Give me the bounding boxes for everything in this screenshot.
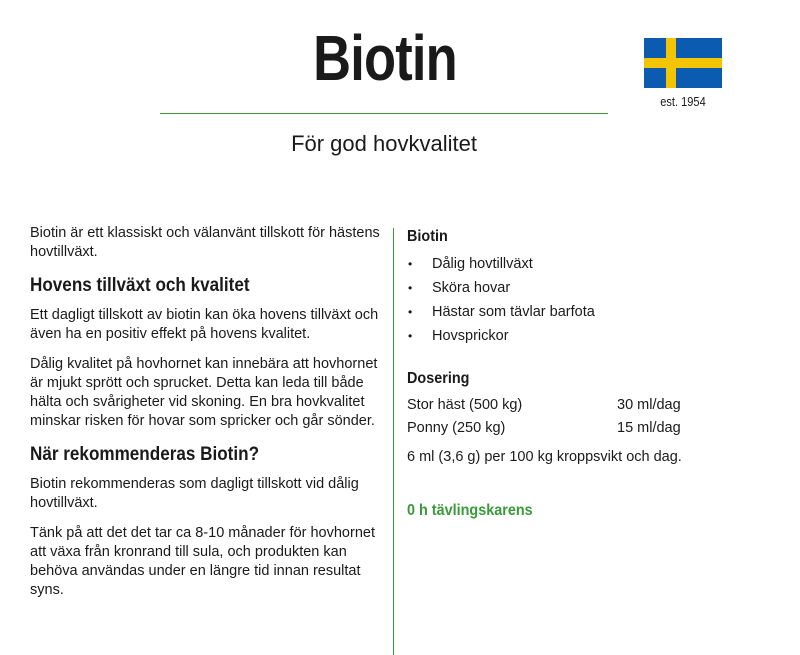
page-title: Biotin — [313, 22, 457, 94]
bullet-icon: • — [408, 281, 413, 295]
dosing-row — [407, 394, 787, 417]
dosing-label: Stor häst (500 kg) — [407, 397, 523, 413]
growth-paragraph-1: Ett dagligt tillskott av biotin kan öka hovens tillväxt och även ha en positiv effekt på hovens kvalitet. — [30, 307, 379, 342]
left-column — [30, 224, 380, 611]
bullet-icon: • — [408, 329, 413, 343]
page-subtitle: För god hovkvalitet — [291, 131, 477, 156]
section-heading-growth: Hovens tillväxt och kvalitet — [30, 275, 250, 296]
competition-karens: 0 h tävlingskarens — [407, 502, 533, 519]
column-divider — [393, 228, 394, 655]
dosing-heading: Dosering — [407, 370, 470, 387]
list-item: • Hästar som tävlar barfota — [407, 300, 787, 324]
dosing-value: 30 ml/dag — [617, 397, 681, 413]
section-heading-recommend: När rekommenderas Biotin? — [30, 444, 260, 465]
dosing-label: Ponny (250 kg) — [407, 420, 506, 436]
right-column — [407, 226, 787, 522]
bullet-icon: • — [408, 305, 413, 319]
indication-list — [407, 252, 787, 348]
dosing-value: 15 ml/dag — [617, 420, 681, 436]
established-year: est. 1954 — [660, 94, 706, 109]
biotin-heading: Biotin — [407, 228, 448, 245]
intro-paragraph: Biotin är ett klassiskt och välanvänt tillskott för hästens hovtillväxt. — [30, 225, 380, 260]
list-item: • Sköra hovar — [407, 276, 787, 300]
recommend-paragraph-2: Tänk på att det det tar ca 8-10 månader för hovhornet att växa från kronrand till sula, och produkten kan behöva användas under en längre tid innan resultat syns. — [30, 525, 375, 598]
bullet-icon: • — [408, 257, 413, 271]
list-item: • Hovsprickor — [407, 324, 787, 348]
title-underline — [160, 113, 608, 114]
dosing-note: 6 ml (3,6 g) per 100 kg kroppsvikt och dag. — [407, 449, 682, 465]
dosing-row — [407, 417, 787, 440]
growth-paragraph-2: Dålig kvalitet på hovhornet kan innebära att hovhornet är mjukt sprött och sprucket. Detta kan leda till både hälta och svårigheter vid skoning. En bra hovkvalitet minskar risken för hovar som spricker och går sönder. — [30, 356, 378, 429]
list-item: • Dålig hovtillväxt — [407, 252, 787, 276]
recommend-paragraph-1: Biotin rekommenderas som dagligt tillskott vid dålig hovtillväxt. — [30, 476, 359, 511]
